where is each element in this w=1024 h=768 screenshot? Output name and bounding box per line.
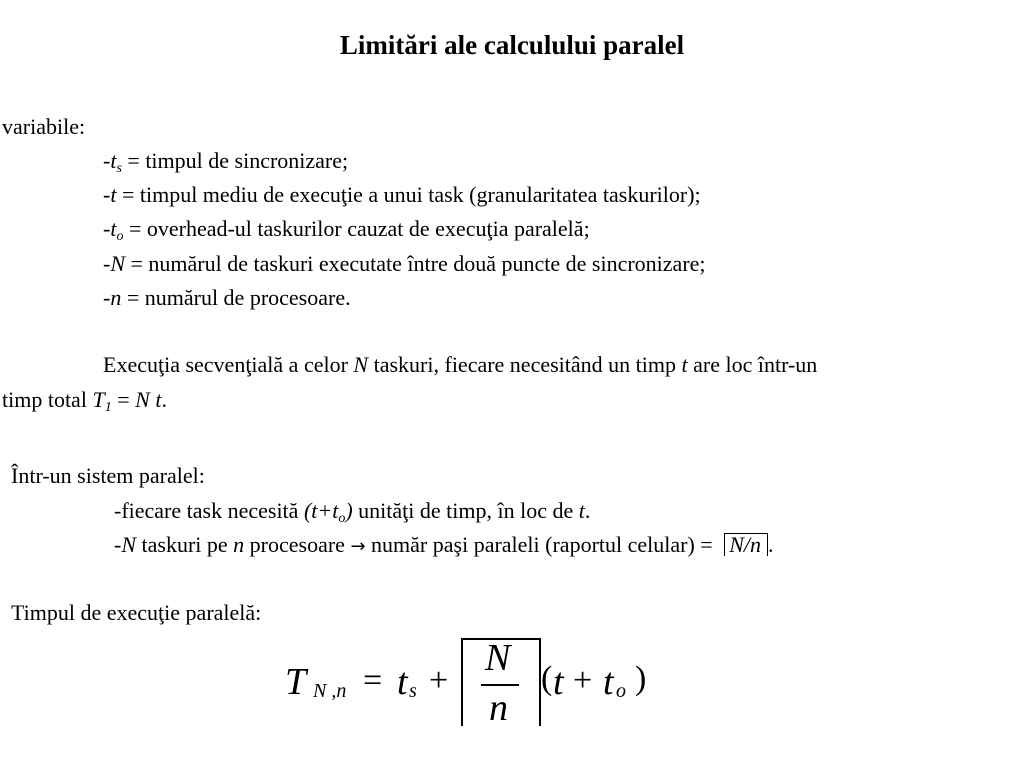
var-definition: = timpul de sincronizare; <box>121 148 349 173</box>
formula-T: T <box>285 661 307 703</box>
formula-to-sub: o <box>616 680 626 702</box>
parallel-time-formula <box>285 636 665 732</box>
formula-paren-open: ( <box>541 660 553 697</box>
par-end: . <box>584 498 591 523</box>
seq-var-t: t <box>681 352 688 377</box>
var-sub: s <box>116 161 122 176</box>
formula-numerator: N <box>485 637 511 679</box>
seq-var-N: N <box>135 387 150 412</box>
formula-eq: = <box>363 662 383 699</box>
formula-T-sub: N ,n <box>313 680 347 702</box>
seq-eq: = <box>111 387 136 412</box>
formula-ts: t <box>397 661 408 703</box>
par-text: taskuri pe <box>136 532 234 557</box>
ceil-content: N/n <box>729 532 761 557</box>
variable-to: $-t_o$ = overhead-ul taskurilor cauzat de execuţia paralelă; <box>103 216 590 244</box>
par-text: -fiecare task necesită <box>114 498 304 523</box>
arrow-right-icon: → <box>350 536 366 557</box>
var-symbol: n <box>110 285 122 310</box>
ceil-expression <box>724 533 768 556</box>
exec-time-heading: Timpul de execuţie paralelă: <box>11 600 262 625</box>
par-text: număr paşi paraleli (raportul celular) = <box>365 532 719 557</box>
par-var-n: n <box>233 532 245 557</box>
par-dash: - <box>114 532 122 557</box>
par-end: . <box>768 532 774 557</box>
variables-heading: variabile: <box>2 114 86 139</box>
variable-n: -n = numărul de procesoare. <box>103 285 351 310</box>
formula-denominator: n <box>489 687 508 729</box>
formula-plus: + <box>573 662 593 699</box>
formula-to: t <box>603 661 614 703</box>
formula-t: t <box>553 661 564 703</box>
var-symbol: t <box>110 148 117 173</box>
seq-text: are loc într-un <box>687 352 818 377</box>
variable-t: -t = timpul mediu de execuţie a unui task (granularitatea taskurilor); <box>103 182 701 207</box>
parallel-line-2 <box>114 532 774 560</box>
seq-text: timp total <box>2 387 93 412</box>
var-sub: o <box>116 229 124 244</box>
page-title: Limitări ale calculului paralel <box>339 30 685 60</box>
variable-N: -N = numărul de taskuri executate între două puncte de sincronizare; <box>103 251 706 276</box>
formula-paren-close: ) <box>635 660 647 697</box>
var-definition: = numărul de taskuri executate între două puncte de sincronizare; <box>125 251 706 276</box>
seq-end: . <box>161 387 167 412</box>
par-expr-open: (t+t <box>303 498 339 523</box>
var-definition: = timpul mediu de execuţie a unui task (granularitatea taskurilor); <box>116 182 701 207</box>
formula-ts-sub: s <box>409 680 417 702</box>
var-symbol: t <box>110 182 117 207</box>
par-text: unităţi de timp, în loc de <box>352 498 579 523</box>
parallel-heading: Într-un sistem paralel: <box>11 463 205 488</box>
sequential-line-1 <box>103 352 817 378</box>
par-expr-close: ) <box>345 498 353 523</box>
seq-var-T-sub: 1 <box>104 400 112 415</box>
formula-plus: + <box>429 662 449 699</box>
var-symbol: t <box>110 216 117 241</box>
seq-text: taskuri, fiecare necesitând un timp <box>368 352 682 377</box>
par-expr-sub: o <box>338 511 346 526</box>
parallel-line-1 <box>114 498 590 524</box>
seq-var-t: t <box>155 387 162 412</box>
var-symbol: N <box>110 251 126 276</box>
variable-ts: $-t_s$ = timpul de sincronizare; <box>103 148 349 176</box>
var-definition: = overhead-ul taskurilor cauzat de execuţia paralelă; <box>123 216 590 241</box>
par-var-N: N <box>121 532 137 557</box>
seq-text: Execuţia secvenţială a celor <box>103 352 354 377</box>
seq-var-N: N <box>353 352 369 377</box>
seq-var-T: T <box>92 387 105 412</box>
par-text: procesoare <box>244 532 351 557</box>
sequential-line-2 <box>2 387 167 413</box>
par-var-t: t <box>578 498 585 523</box>
var-definition: = numărul de procesoare. <box>121 285 351 310</box>
